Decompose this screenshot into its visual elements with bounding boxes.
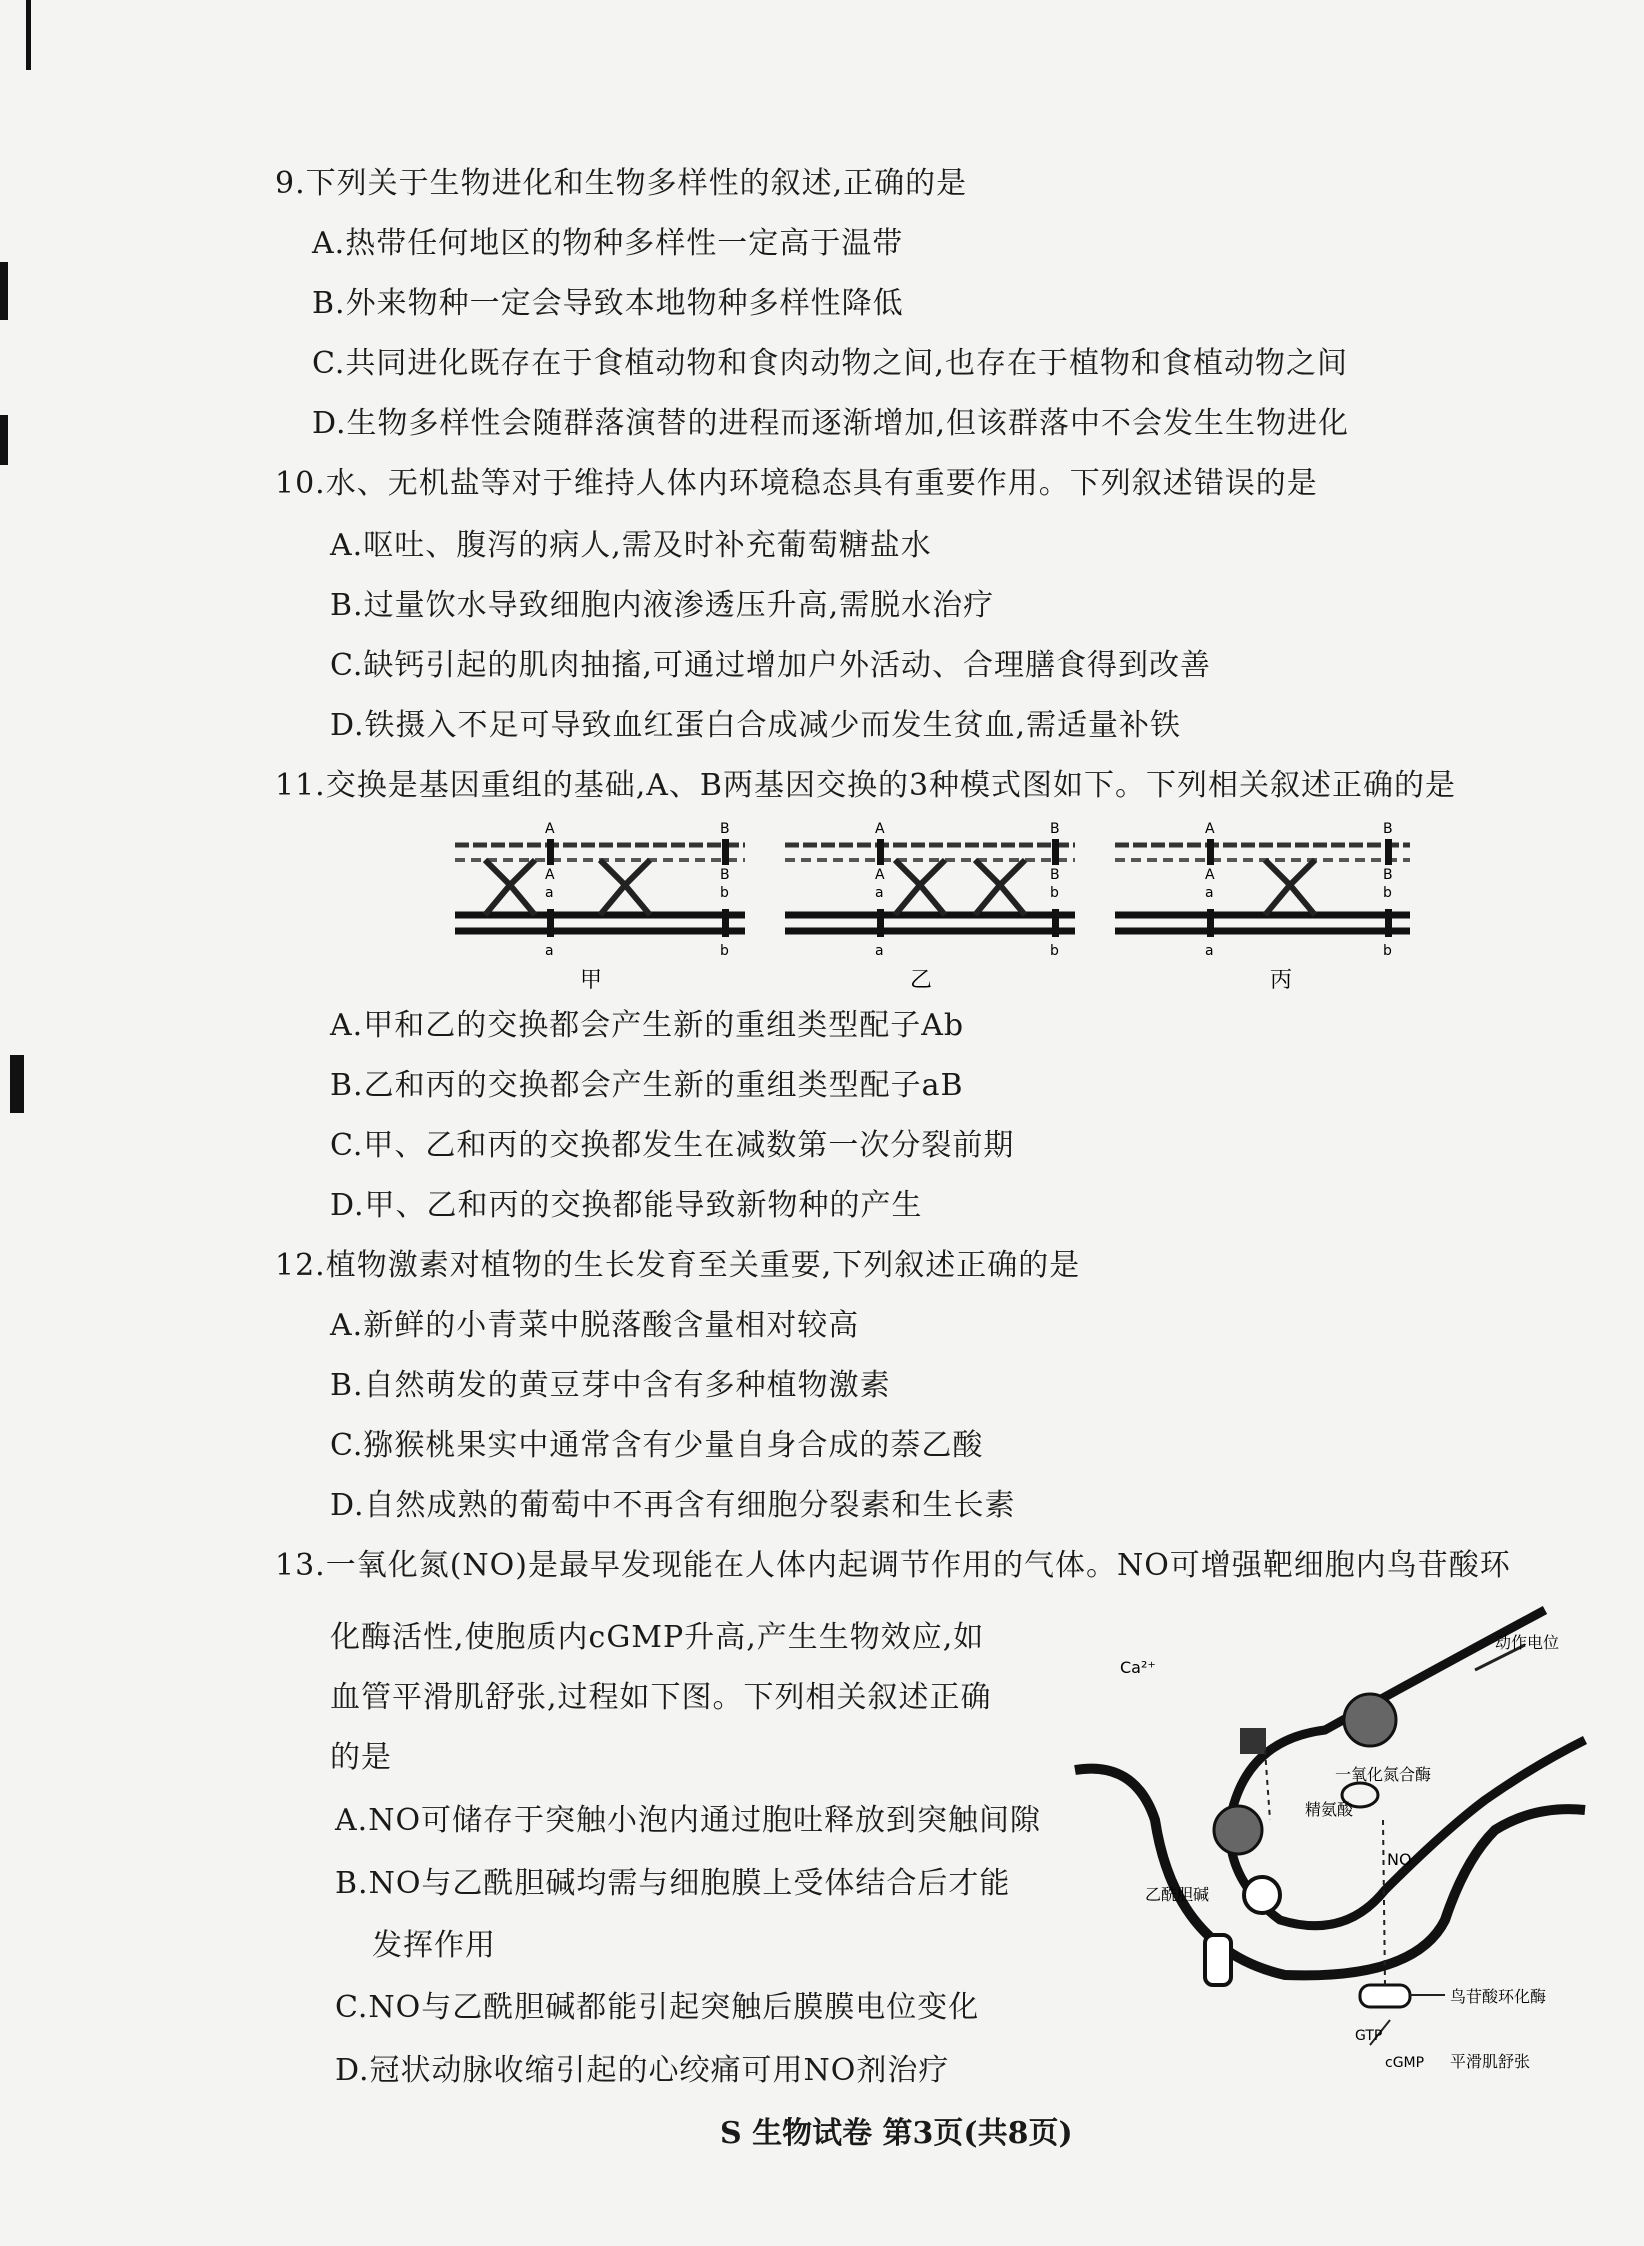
panel-label: 丙: [1270, 968, 1293, 993]
no-signaling-figure: [1065, 1590, 1605, 2090]
page-footer: S 生物试卷 第3页(共8页): [720, 2116, 1073, 2151]
scan-mark: [10, 1055, 24, 1113]
crossover-panel-yi: [785, 821, 1075, 993]
panel-label: 甲: [580, 968, 603, 993]
gtp-label: GTP: [1355, 2028, 1383, 2044]
scan-mark: [0, 415, 8, 465]
gene-label: B: [1050, 821, 1060, 837]
scan-mark: [0, 262, 8, 320]
gene-label: a: [1205, 885, 1214, 901]
gene-label: b: [1050, 885, 1059, 901]
question-10-option-b: B.过量饮水导致细胞内液渗透压升高,需脱水治疗: [330, 588, 995, 623]
question-13-option-b: B.NO与乙酰胆碱均需与细胞膜上受体结合后才能: [335, 1866, 1011, 1901]
question-11-option-a: A.甲和乙的交换都会产生新的重组类型配子Ab: [330, 1008, 965, 1043]
gene-label: a: [875, 885, 884, 901]
question-13-option-c: C.NO与乙酰胆碱都能引起突触后膜膜电位变化: [335, 1990, 980, 2025]
gene-label: B: [1383, 867, 1393, 883]
question-13-stem-line: 血管平滑肌舒张,过程如下图。下列相关叙述正确: [330, 1680, 992, 1715]
question-13-option-d: D.冠状动脉收缩引起的心绞痛可用NO剂治疗: [335, 2053, 950, 2088]
gene-label: A: [1205, 821, 1215, 837]
arginine-label: 精氨酸: [1305, 1800, 1354, 1819]
crossover-panel-bing: [1115, 821, 1410, 993]
guanylate-cyclase-label: 鸟苷酸环化酶: [1450, 1987, 1547, 2006]
question-12-option-a: A.新鲜的小青菜中脱落酸含量相对较高: [330, 1308, 860, 1343]
gene-label: B: [720, 821, 730, 837]
gene-label: A: [875, 821, 885, 837]
gene-label: a: [545, 885, 554, 901]
question-10-option-d: D.铁摄入不足可导致血红蛋白合成减少而发生贫血,需适量补铁: [330, 708, 1182, 743]
question-11-option-b: B.乙和丙的交换都会产生新的重组类型配子aB: [330, 1068, 964, 1103]
gene-label: B: [720, 867, 730, 883]
question-11-option-c: C.甲、乙和丙的交换都发生在减数第一次分裂前期: [330, 1128, 1015, 1163]
action-potential-label: 动作电位: [1495, 1633, 1560, 1652]
question-9-option-a: A.热带任何地区的物种多样性一定高于温带: [312, 226, 904, 261]
gene-label: b: [720, 943, 729, 959]
question-12-option-d: D.自然成熟的葡萄中不再含有细胞分裂素和生长素: [330, 1488, 1016, 1523]
question-13-stem-line: 化酶活性,使胞质内cGMP升高,产生生物效应,如: [330, 1620, 985, 1655]
nos-label: 一氧化氮合酶: [1335, 1765, 1432, 1784]
question-13-option-a: A.NO可储存于突触小泡内通过胞吐释放到突触间隙: [335, 1803, 1042, 1838]
question-9-stem: 9.下列关于生物进化和生物多样性的叙述,正确的是: [275, 166, 968, 201]
gene-label: b: [720, 885, 729, 901]
gene-label: A: [1205, 867, 1215, 883]
gene-label: A: [545, 821, 555, 837]
no-label: NO: [1387, 1850, 1412, 1869]
question-12-option-b: B.自然萌发的黄豆芽中含有多种植物激素: [330, 1368, 891, 1403]
smooth-muscle-label: 平滑肌舒张: [1450, 2052, 1531, 2071]
question-10-option-a: A.呕吐、腹泻的病人,需及时补充葡萄糖盐水: [330, 528, 932, 563]
acetylcholine-label: 乙酰胆碱: [1145, 1885, 1210, 1904]
question-10-stem: 10.水、无机盐等对于维持人体内环境稳态具有重要作用。下列叙述错误的是: [275, 466, 1318, 501]
question-9-option-c: C.共同进化既存在于食植动物和食肉动物之间,也存在于植物和食植动物之间: [312, 346, 1348, 381]
question-9-option-d: D.生物多样性会随群落演替的进程而逐渐增加,但该群落中不会发生生物进化: [312, 406, 1350, 441]
crossover-panel-jia: [455, 821, 745, 993]
calcium-label: Ca²⁺: [1120, 1658, 1156, 1677]
gene-label: A: [875, 867, 885, 883]
question-13-stem: 13.一氧化氮(NO)是最早发现能在人体内起调节作用的气体。NO可增强靶细胞内鸟苷酸环: [275, 1548, 1511, 1583]
scan-mark: [26, 0, 31, 70]
gene-label: a: [875, 943, 884, 959]
cgmp-label: cGMP: [1385, 2055, 1425, 2071]
gene-label: a: [1205, 943, 1214, 959]
question-10-option-c: C.缺钙引起的肌肉抽搐,可通过增加户外活动、合理膳食得到改善: [330, 648, 1211, 683]
gene-label: a: [545, 943, 554, 959]
crossover-figure: [450, 815, 1420, 995]
gene-label: b: [1050, 943, 1059, 959]
question-12-stem: 12.植物激素对植物的生长发育至关重要,下列叙述正确的是: [275, 1248, 1081, 1283]
question-11-option-d: D.甲、乙和丙的交换都能导致新物种的产生: [330, 1188, 923, 1223]
gene-label: B: [1383, 821, 1393, 837]
gene-label: b: [1383, 943, 1392, 959]
question-13-option-b-continued: 发挥作用: [372, 1928, 496, 1963]
gene-label: A: [545, 867, 555, 883]
question-11-stem: 11.交换是基因重组的基础,A、B两基因交换的3种模式图如下。下列相关叙述正确的是: [275, 768, 1457, 803]
question-9-option-b: B.外来物种一定会导致本地物种多样性降低: [312, 286, 904, 321]
panel-label: 乙: [910, 968, 933, 993]
gene-label: b: [1383, 885, 1392, 901]
question-13-stem-line: 的是: [330, 1740, 392, 1775]
question-12-option-c: C.猕猴桃果实中通常含有少量自身合成的萘乙酸: [330, 1428, 984, 1463]
gene-label: B: [1050, 867, 1060, 883]
